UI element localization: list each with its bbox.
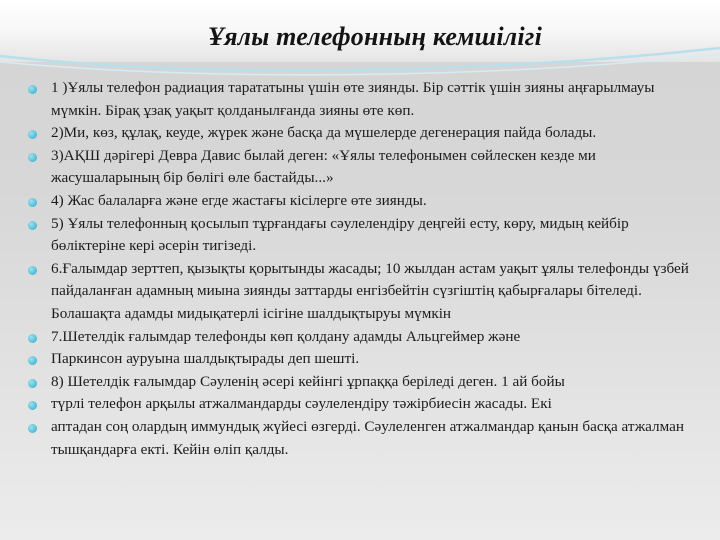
list-item-text: 4) Жас балаларға және егде жастағы кісілерге өте зиянды. [51, 191, 427, 209]
bullet-icon [28, 356, 37, 365]
list-item [28, 348, 700, 371]
bullet-icon [28, 401, 37, 410]
list-item-text: 6.Ғалымдар зерттеп, қызықты қорытынды жасады; 10 жылдан астам уақыт ұялы телефонды үзбей пайдаланған адамның миына зиянды заттарды енгізбейтін сүзгіштің қабырғалары бітеледі. Болашақта адамды мидықатерлі ісігіне шалдықтыруы мүмкін [51, 259, 689, 322]
list-item [28, 258, 700, 326]
bullet-icon [28, 266, 37, 275]
bullet-list [28, 77, 700, 461]
bullet-icon [28, 130, 37, 139]
slide-title: Ұялы телефонның кемшілігі [208, 22, 542, 51]
bullet-icon [28, 221, 37, 230]
list-item-text: 1 )Ұялы телефон радиация тарататыны үшін өте зиянды. Бір сәттік үшін зияны аңғарылмауы мүмкін. Бірақ ұзақ уақыт қолданылғанда зияны өте көп. [51, 79, 655, 119]
list-item-text: 8) Шетелдік ғалымдар Сәуленің әсері кейінгі ұрпаққа беріледі деген. 1 ай бойы [51, 372, 565, 390]
list-item [28, 393, 700, 416]
list-item [28, 371, 700, 394]
bullet-icon [28, 85, 37, 94]
bullet-icon [28, 153, 37, 162]
bullet-icon [28, 424, 37, 433]
list-item [28, 122, 700, 145]
list-item [28, 145, 700, 190]
list-item [28, 326, 700, 349]
list-item [28, 416, 700, 461]
list-item-text: Паркинсон ауруына шалдықтырады деп шешті. [51, 350, 360, 368]
list-item-text: 5) Ұялы телефонның қосылып тұрғандағы сәулелендіру деңгейі есту, көру, мидың кейбір бөліктеріне кері әсерін тигізеді. [51, 214, 629, 255]
bullet-icon [28, 198, 37, 207]
list-item [28, 213, 700, 258]
list-item [28, 190, 700, 213]
list-item-text: 3)АҚШ дәрігері Девра Давис былай деген: «Ұялы телефонымен сөйлескен кезде ми жасушаларының бір бөлігі өле бастайды...» [51, 146, 596, 187]
list-item-text: аптадан соң олардың иммундық жүйесі өзгерді. Сәулеленген атжалмандар қанын басқа атжалман тышқандарға екті. Кейін өліп қалды. [51, 417, 685, 458]
bullet-icon [28, 334, 37, 343]
list-item-text: 7.Шетелдік ғалымдар телефонды көп қолдану адамды Альцгеймер және [51, 327, 521, 345]
list-item-text: түрлі телефон арқылы атжалмандарды сәулелендіру тәжірбиесін жасады. Екі [51, 395, 552, 413]
list-item [28, 77, 700, 122]
list-item-text: 2)Ми, көз, құлақ, кеуде, жүрек және басқа да мүшелерде дегенерация пайда болады. [51, 124, 597, 142]
bullet-icon [28, 379, 37, 388]
